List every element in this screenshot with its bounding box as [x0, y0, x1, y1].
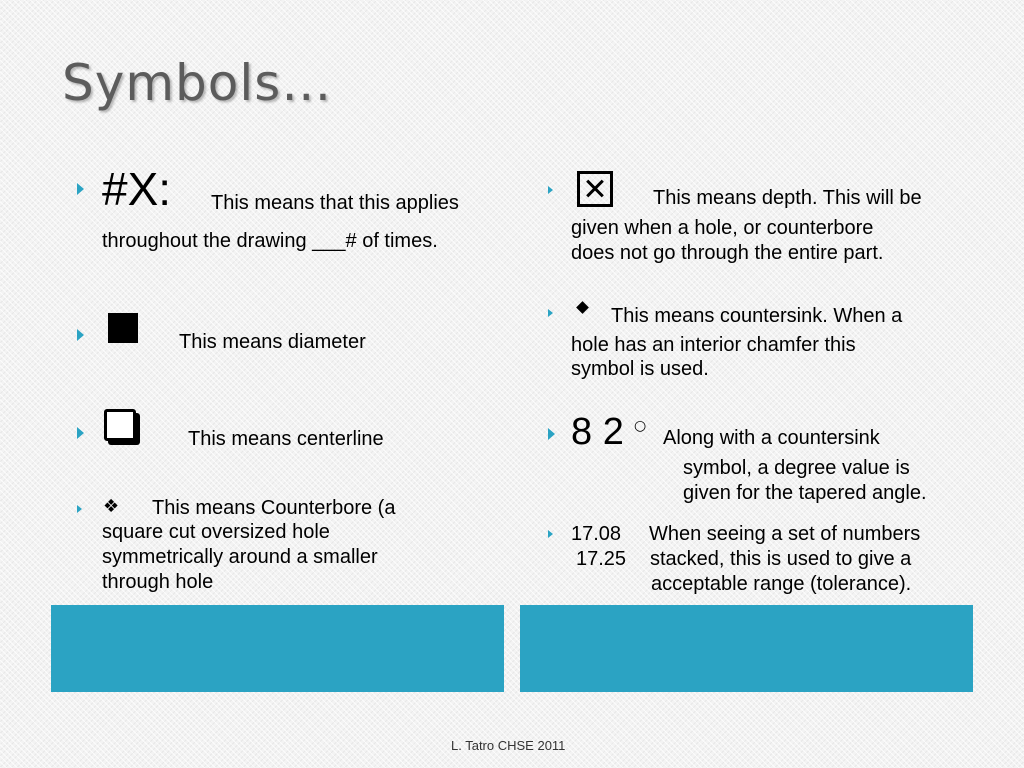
- bullet-text-line: symbol is used.: [571, 358, 709, 380]
- bullet-arrow-icon: [548, 530, 553, 538]
- bullet-arrow-icon: [77, 329, 84, 341]
- bullet-text-line: given for the tapered angle.: [683, 482, 927, 504]
- tolerance-lower-value: 17.25: [576, 548, 627, 570]
- bullet-text-line: does not go through the entire part.: [571, 242, 884, 264]
- bullet-text-line: throughout the drawing ___# of times.: [102, 230, 438, 252]
- centerline-icon: [104, 409, 136, 441]
- bullet-arrow-icon: [77, 427, 84, 439]
- bullet-arrow-icon: [77, 505, 82, 513]
- bullet-text-line: square cut oversized hole: [102, 521, 330, 543]
- degree-circle-icon: ○: [634, 418, 647, 434]
- bullet-arrow-icon: [77, 183, 84, 195]
- bullet-arrow-icon: [548, 186, 553, 194]
- bullet-text-line: through hole: [102, 571, 214, 593]
- degree-value: 8 2: [571, 411, 624, 453]
- bullet-text-line: Along with a countersink: [663, 427, 880, 449]
- bullet-text-line: When seeing a set of numbers: [649, 523, 921, 545]
- bullet-text-line: This means that this applies: [211, 192, 459, 214]
- bullet-text-line: symmetrically around a smaller: [102, 546, 378, 568]
- bullet-text-line: This means depth. This will be: [653, 187, 922, 209]
- slide-title: Symbols…: [62, 54, 333, 112]
- bullet-text-line: This means countersink. When a: [611, 305, 903, 327]
- bullet-text-line: This means diameter: [179, 331, 366, 353]
- bullet-text-line: This means centerline: [188, 428, 384, 450]
- counterbore-icon: ❖: [103, 496, 120, 517]
- bullet-arrow-icon: [548, 428, 555, 440]
- diameter-icon: [108, 313, 138, 343]
- bullet-text-line: acceptable range (tolerance).: [651, 573, 912, 595]
- left-accent-panel: [51, 605, 504, 692]
- bullet-text-line: This means Counterbore (a: [152, 497, 396, 519]
- footer-credit: L. Tatro CHSE 2011: [451, 738, 566, 753]
- repeat-count-symbol: #X:: [102, 163, 172, 215]
- bullet-text-line: hole has an interior chamfer this: [571, 334, 856, 356]
- bullet-text-line: stacked, this is used to give a: [650, 548, 912, 570]
- tolerance-upper-value: 17.08: [571, 523, 622, 545]
- right-accent-panel: [520, 605, 973, 692]
- depth-icon: [577, 171, 613, 207]
- bullet-text-line: given when a hole, or counterbore: [571, 217, 874, 239]
- countersink-icon: [576, 301, 589, 314]
- bullet-text-line: symbol, a degree value is: [683, 457, 910, 479]
- bullet-arrow-icon: [548, 309, 553, 317]
